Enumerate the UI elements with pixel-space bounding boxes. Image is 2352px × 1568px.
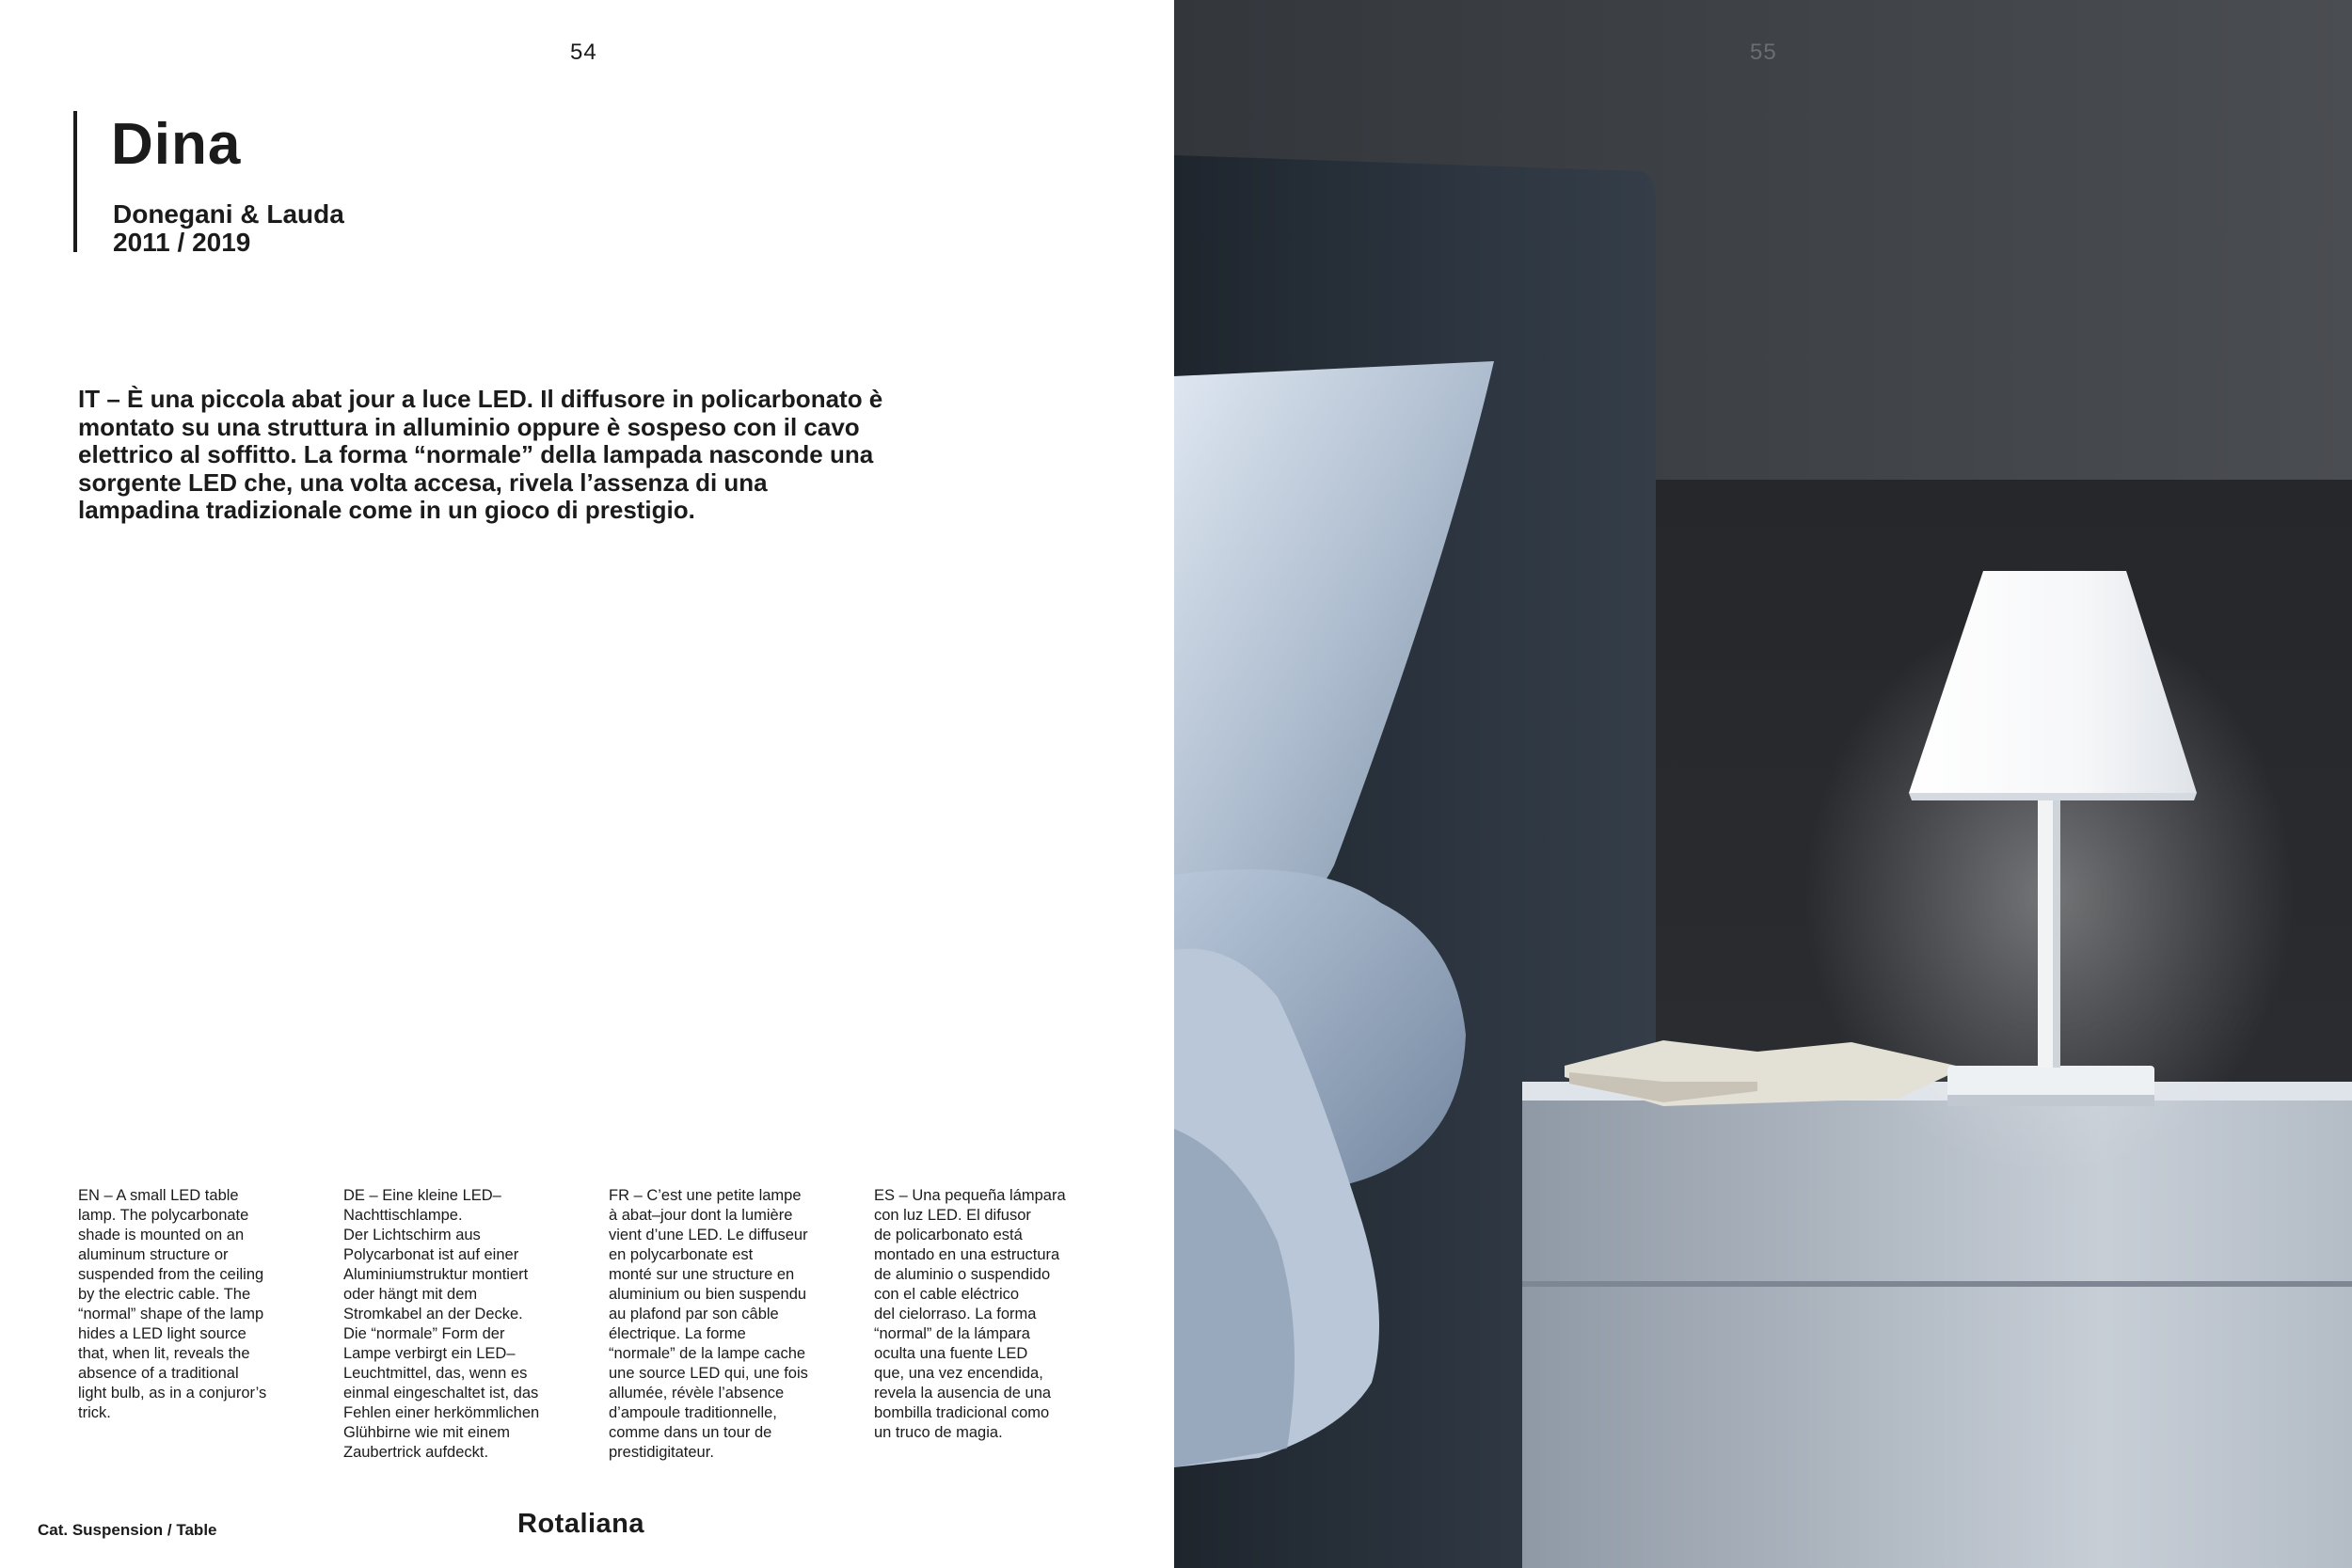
description-italian: IT – È una piccola abat jour a luce LED. Il diffusore in policarbonato è montato su una struttura in alluminio oppure è sospeso con il cavo elettrico al soffitto. La forma “normale” della lampada nasconde una sorgente LED che, una volta accesa, rivela l’assenza di una lampadina tradizionale come in un gioco di prestigio.: [78, 385, 883, 524]
product-designer: Donegani & Lauda: [113, 199, 344, 229]
description-english: EN – A small LED table lamp. The polycarbonate shade is mounted on an aluminum structure or suspended from the ceiling by the electric cable. The “normal” shape of the lamp hides a LED light source that, when lit, reveals the absence of a traditional light bulb, as in a conjuror’s trick.: [78, 1187, 267, 1421]
footer-category: Cat. Suspension / Table: [38, 1521, 217, 1539]
page-number-left: 54: [570, 40, 597, 65]
brand-logo: Rotaliana: [517, 1509, 645, 1539]
title-accent-bar: [73, 111, 77, 252]
left-page: [0, 0, 1174, 1568]
bedroom-lamp-photo: [1174, 0, 2352, 1568]
description-spanish: ES – Una pequeña lámpara con luz LED. El difusor de policarbonato está montado en una estructura de aluminio o suspendido con el cable eléctrico del cielorraso. La forma “normal” de la lámpara oculta una fuente LED que, una vez encendida, revela la ausencia de una bombilla tradicional como un truco de magia.: [874, 1187, 1066, 1441]
page-number-right: 55: [1750, 40, 1777, 65]
product-title: Dina: [111, 112, 242, 177]
right-page: [1174, 0, 2352, 1568]
product-years: 2011 / 2019: [113, 228, 251, 257]
description-french: FR – C’est une petite lampe à abat–jour dont la lumière vient d’une LED. Le diffuseur en polycarbonate est monté sur une structure en aluminium ou bien suspendu au plafond par son câble électrique. La forme “normale” de la lampe cache une source LED qui, une fois allumée, révèle l’absence d’ampoule traditionnelle, comme dans un tour de prestidigitateur.: [609, 1187, 808, 1461]
description-german: DE – Eine kleine LED– Nachttischlampe. Der Lichtschirm aus Polycarbonat ist auf einer Aluminiumstruktur montiert oder hängt mit dem Stromkabel an der Decke. Die “normale” Form der Lampe verbirgt ein LED– Leuchtmittel, das, wenn es einmal eingeschaltet ist, das Fehlen einer herkömmlichen Glühbirne wie mit einem Zaubertrick aufdeckt.: [343, 1187, 540, 1461]
